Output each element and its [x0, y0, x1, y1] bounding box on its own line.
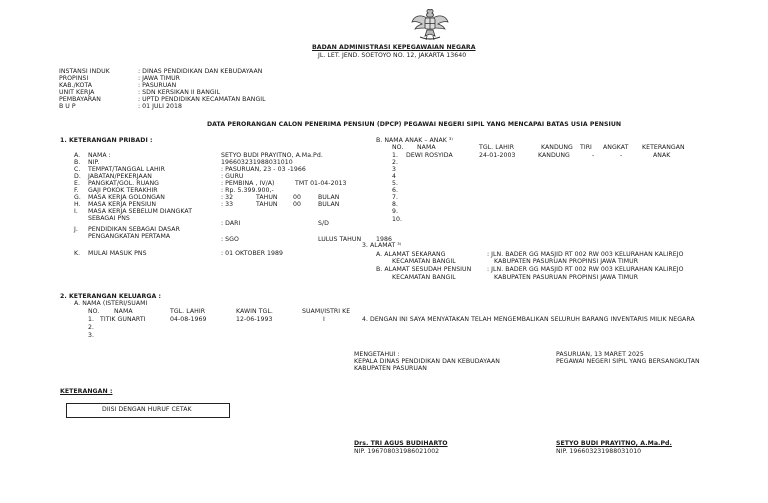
- child-name: DEWI ROSYIDA: [406, 152, 453, 159]
- item-letter: A.: [74, 152, 81, 159]
- spouse-sub: A. NAMA (ISTERI/SUAMI: [74, 300, 148, 307]
- item-label: TEMPAT/TANGGAL LAHIR: [88, 166, 165, 173]
- item-letter: E.: [74, 180, 80, 187]
- item-letter: K.: [74, 250, 81, 257]
- item-label: NIP.: [88, 159, 100, 166]
- address-current-label: A. ALAMAT SEKARANG: [376, 251, 446, 258]
- note-box-text: DIISI DENGAN HURUF CETAK: [102, 406, 192, 413]
- institution-value: : UPTD PENDIDIKAN KECAMATAN BANGIL: [138, 96, 266, 103]
- item-letter: J.: [74, 226, 78, 233]
- spouse-header: KAWIN TGL.: [236, 308, 273, 315]
- address-current-line2: KABUPATEN PASURUAN PROPINSI JAWA TIMUR: [494, 258, 639, 265]
- tahun-label: TAHUN: [256, 194, 278, 201]
- spouse-no: 3.: [88, 332, 95, 339]
- item-letter: G.: [74, 194, 81, 201]
- children-header: KANDUNG: [541, 144, 573, 151]
- institution-label: INSTANSI INDUK: [59, 68, 110, 75]
- item-label: PENDIDIKAN SEBAGAI DASAR: [88, 226, 180, 233]
- child-number: 10.: [392, 216, 402, 223]
- months-value: 00: [293, 194, 301, 201]
- child-number: 2.: [392, 159, 399, 166]
- section-personal-title: 1. KETERANGAN PRIBADI :: [60, 137, 153, 144]
- lulus-year: 1986: [376, 236, 392, 243]
- institution-label: UNIT KERJA: [59, 89, 95, 96]
- child-number: 9.: [392, 208, 399, 215]
- child-number: 4: [392, 173, 396, 180]
- org-address: JL. LET. JEND. SOETOYO NO. 12, JAKARTA 13640: [318, 52, 467, 59]
- children-header: NAMA: [417, 144, 436, 151]
- institution-label: PEMBAYARAN: [59, 96, 101, 103]
- institution-label: PROPINSI: [59, 75, 89, 82]
- spouse-header: NAMA: [114, 308, 133, 315]
- child-number: 3: [392, 166, 396, 173]
- address-after-label: B. ALAMAT SESUDAH PENSIUN: [376, 266, 472, 273]
- institution-value: : 01 JULI 2018: [138, 103, 182, 110]
- item-value: : GURU: [221, 173, 244, 180]
- item-letter: B.: [74, 159, 81, 166]
- institution-value: : JAWA TIMUR: [138, 75, 181, 82]
- address-after-line1: : JLN. BADER GG MASJID RT 002 RW 003 KELURAHAN KALIREJO: [487, 266, 684, 273]
- item-label: PENGANGKATAN PERTAMA: [88, 233, 171, 240]
- sign-right-name: SETYO BUDI PRAYITNO, A.Ma.Pd.: [556, 440, 672, 447]
- garuda-emblem-icon: [410, 4, 450, 44]
- item-letter: I.: [74, 208, 78, 215]
- children-header: TGL. LAHIR: [479, 144, 515, 151]
- sign-left-name: Drs. TRI AGUS BUDIHARTO: [354, 440, 448, 447]
- document-title: DATA PERORANGAN CALON PENERIMA PENSIUN (DPCP) PEGAWAI NEGERI SIPIL YANG MENCAPAI BATAS USIA PENSIUN: [207, 121, 622, 128]
- item-value: : Rp. 5.399.900,-: [221, 187, 274, 194]
- item-label: PANGKAT/GOL. RUANG: [88, 180, 159, 187]
- institution-label: KAB./KOTA: [59, 82, 93, 89]
- children-title: B. NAMA ANAK – ANAK ³⁾: [376, 137, 453, 144]
- item-value: : 33: [221, 201, 234, 208]
- spouse-married: 12-06-1993: [236, 316, 273, 323]
- item-label: GAJI POKOK TERAKHIR: [88, 187, 158, 194]
- item-value: : 01 OKTOBER 1989: [221, 250, 284, 257]
- item-value: : PEMBINA , IV/A): [221, 180, 275, 187]
- item-value: : DARI: [221, 220, 241, 227]
- sign-left-heading: KABUPATEN PASURUAN: [354, 365, 427, 372]
- spouse-no: 2.: [88, 324, 95, 331]
- address-title: 3. ALAMAT ³⁾: [362, 242, 402, 249]
- section-family-title: 2. KETERANGAN KELUARGA :: [60, 293, 162, 300]
- sign-right-nip: NIP. 196603231988031010: [556, 448, 642, 455]
- item-label: MASA KERJA SEBELUM DIANGKAT: [88, 208, 193, 215]
- item-label: NAMA :: [88, 152, 111, 159]
- address-after-line2: KABUPATEN PASURUAN PROPINSI JAWA TIMUR: [494, 274, 639, 281]
- item-letter: F.: [74, 187, 79, 194]
- institution-value: : SDN KERSIKAN II BANGIL: [138, 89, 221, 96]
- child-number: 6.: [392, 187, 399, 194]
- institution-label: B U P: [59, 103, 76, 110]
- sign-left-nip: NIP. 196708031986021002: [354, 448, 440, 455]
- sign-left-heading: MENGETAHUI :: [354, 351, 400, 358]
- child-note: ANAK: [653, 152, 671, 159]
- children-header: NO.: [392, 144, 404, 151]
- child-angkat: -: [620, 152, 623, 159]
- sd-label: S/D: [318, 220, 329, 227]
- sign-left-heading: KEPALA DINAS PENDIDIKAN DAN KEBUDAYAAN: [354, 358, 500, 365]
- spouse-birth: 04-08-1969: [170, 316, 207, 323]
- sign-right-heading: PEGAWAI NEGERI SIPIL YANG BERSANGKUTAN: [556, 358, 700, 365]
- note-title: KETERANGAN :: [60, 388, 113, 395]
- address-current-sub: KECAMATAN BANGIL: [392, 258, 456, 265]
- child-number: 5.: [392, 180, 399, 187]
- bulan-label: BULAN: [318, 201, 340, 208]
- spouse-no: 1.: [88, 316, 95, 323]
- item-label: MULAI MASUK PNS: [88, 250, 147, 257]
- item-value: SETYO BUDI PRAYITNO, A.Ma.Pd.: [221, 152, 323, 159]
- child-kandung: KANDUNG: [538, 152, 570, 159]
- address-current-line1: : JLN. BADER GG MASJID RT 002 RW 003 KELURAHAN KALIREJO: [487, 251, 684, 258]
- org-name: BADAN ADMINISTRASI KEPEGAWAIAN NEGARA: [312, 44, 476, 51]
- item-letter: C.: [74, 166, 81, 173]
- spouse-order: I: [323, 316, 325, 323]
- tahun-label: TAHUN: [256, 201, 278, 208]
- address-after-sub: KECAMATAN BANGIL: [392, 274, 456, 281]
- item-label: MASA KERJA GOLONGAN: [88, 194, 165, 201]
- statement: 4. DENGAN INI SAYA MENYATAKAN TELAH MENGEMBALIKAN SELURUH BARANG INVENTARIS MILIK NEGARA: [362, 316, 695, 323]
- tmt-value: TMT 01-04-2013: [295, 180, 347, 187]
- item-value: : PASURUAN, 23 - 03 -1966: [221, 166, 306, 173]
- spouse-header: TGL. LAHIR: [170, 308, 206, 315]
- institution-value: : DINAS PENDIDIKAN DAN KEBUDAYAAN: [138, 68, 263, 75]
- item-letter: D.: [74, 173, 81, 180]
- lulus-label: LULUS TAHUN: [318, 236, 362, 243]
- children-header: TIRI: [580, 144, 592, 151]
- child-number: 7.: [392, 194, 399, 201]
- spouse-name: TITIK GUNARTI: [100, 316, 146, 323]
- item-value: 196603231988031010: [221, 159, 293, 166]
- child-number: 8.: [392, 201, 399, 208]
- spouse-header: SUAMI/ISTRI KE: [302, 308, 351, 315]
- institution-value: : PASURUAN: [138, 82, 177, 89]
- item-letter: H.: [74, 201, 81, 208]
- item-value: : 32: [221, 194, 234, 201]
- months-value: 00: [293, 201, 301, 208]
- child-birth: 24-01-2003: [479, 152, 516, 159]
- sign-right-heading: PASURUAN, 13 MARET 2025: [556, 351, 644, 358]
- bulan-label: BULAN: [318, 194, 340, 201]
- spouse-header: NO.: [88, 308, 100, 315]
- item-label: JABATAN/PEKERJAAN: [88, 173, 152, 180]
- item-value: : SGO: [221, 236, 239, 243]
- children-header: ANGKAT: [603, 144, 629, 151]
- item-label: SEBAGAI PNS: [88, 215, 130, 222]
- children-header: KETERANGAN: [642, 144, 685, 151]
- item-label: MASA KERJA PENSIUN: [88, 201, 157, 208]
- child-number: 1.: [392, 152, 399, 159]
- child-tiri: -: [592, 152, 595, 159]
